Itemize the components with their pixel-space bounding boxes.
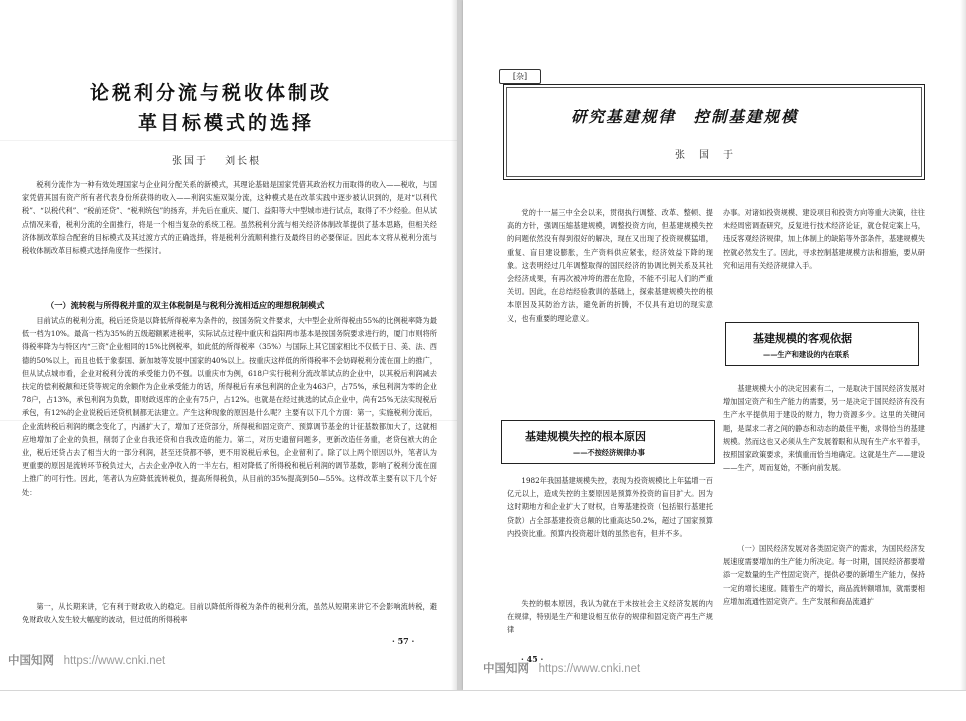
scan-streak (0, 140, 457, 141)
page-number: · 57 · (392, 636, 415, 646)
watermark-cnki-name: 中国知网 (8, 655, 54, 667)
col2-text-1: 办事。对诸如投资规模、建设项目和投资方向等重大决策，往往未经周密调查研究，反复进行技术经济论证，就仓促定案上马，违反客观经济规律，加上体制上的缺陷等外部条件，基建规模失控就必然发生了。因此，寻求控制基建规模方法和措施，要从研究和运用有关经济规律入手。 (723, 208, 925, 270)
article-title: 研究基建规律 控制基建规模 (571, 107, 799, 126)
col1-text-1: 党的十一届三中全会以来，贯彻执行调整、改革、整顿、提高的方针，强调压缩基建规模，调整投资方向，但基建规模失控的问题依然没有得到很好的解决，现在又出现了投资规模猛增，重复、盲目建设膨胀，生产资料供应紧张，经济效益下降的现象。这表明经过几年调整取得的国民经济的协调比例关系及其社会经济成果，有再次被冲垮的潜在危险，不能不引起人们的严重关切。因此，在总结经验教训的基础上，探索基建规模失控的根本原因及其防治方法，避免新的折腾，不仅具有迫切的现实意义，也有重要的理论意义。 (507, 208, 713, 323)
viewer-bottom-strip (0, 690, 966, 721)
body-paragraph-2 (22, 600, 437, 628)
article-author: 张 国 于 (675, 150, 735, 161)
body-text-1: 目前试点的税利分流，税后还贷是以降低所得税率为条件的，按国务院文件要求，大中型企业所得税由55%的比例税率降为最低一档为10%。最高一档为35%的五级超额累进税率，实际试点过程中重庆和益阳两市基本是按国务院要求进行的，厦门市则将所得税率降为与特区内“三资”企业相同的15%比例税率，如此低的所得税率（35%）与国际上其它国家相比不仅低于日、美、法、西德的50%以上，而且也低于象泰国、新加坡等发展中国家的40%以上。按重庆这样低的所得税率不会妨碍税利分流在面上的推广，但从试点城市看，企业对税利分流的承受能力仍不强。以重庆市为例，618户实行税利分流改革试点的企业中，以其税后利润减去扶定的偿利税额和还贷等规定的余额作为企业承受能力的话，所得税后有承包利润的企业为463户，占75%，承包利润为零的企业78户，占13%，承包利润为负数，即财政返库的企业有75户，占12%。也就是在经过挑选的试点企业中，尚有25%无法实现税后承包，有12%的企业说税后还贷机制都无法建立。产生这种现象的原因是什么呢？主要有以下几个方面：第一，实施税利分流后，企业流转税后利润的概念变化了，内涵扩大了，增加了还贷部分，所得税和固定资产、预算调节基金的计征基数都加大了，这就相应地增加了企业的负担，削弱了企业自我还贷和自我改造的能力。第二，对历史遗留问题多，更新改造任务重，老贷包袱大的企业，税后还贷占去了相当大的一部分利润，甚至还贷都不够，更不用说税后承包，企业留利了。除了以上两个原因以外，笔者认为更重要的原因是流转环节税负过大，占去企业净收入的一半左右，相对降低了所得税和税后利润的调节基数，影响了税利分流在面上推广的可行性。因此，笔者认为应降低流转税负，提高所得税负，从目前的35%提高到50—55%。这样改革主要有以下几个好处： (22, 316, 437, 497)
col1-text-2: 1982年我国基建规模失控，表现为投资规模比上年猛增一百亿元以上，造成失控的主要原因是预算外投资的盲目扩大。因为这时期地方和企业扩大了财权，自筹基建投资（包括银行基建托贷款）占全部基建投资总额的比重高达50.2%，超过了国家预算内投资比重。预算内投资超计划的虽然也有，但并不多。 (507, 476, 713, 538)
article-title-line1: 论税利分流与税收体制改 (90, 82, 333, 104)
left-page (0, 0, 457, 690)
col2-paragraph-2 (723, 382, 925, 540)
cnki-watermark (483, 660, 640, 676)
col1-paragraph-2 (507, 474, 713, 594)
section-heading-1: （一）流转税与所得税并重的双主体税制是与税利分流相适应的理想税制模式 (46, 300, 325, 310)
intro-paragraph (22, 178, 437, 298)
right-page (463, 0, 966, 690)
col2-paragraph-3 (723, 542, 925, 652)
col1-paragraph-1 (507, 206, 713, 414)
page-number: · 45 · (521, 654, 544, 664)
cnki-watermark (8, 652, 165, 668)
page-edge-shadow (960, 0, 966, 690)
body-text-2: 第一，从长期来讲，它有利于财政收入的稳定。目前以降低所得税为条件的税利分流，虽然从短期来讲它不会影响流转税，避免财政收入发生较大幅度的波动，但过低的所得税率 (22, 602, 437, 625)
article-title-line2: 革目标模式的选择 (138, 112, 315, 134)
section-box-1-title: 基建规模失控的根本原因 (525, 430, 646, 443)
intro-text: 税利分流作为一种有效处理国家与企业间分配关系的新模式，其理论基础是国家凭借其政治权力而取得的收入——税收，与国家凭借其国有资产所有者代表身份所获得的收入——利润实施双渠分流，这种模式是在改革实践中逐步被认识到的，是对“以利代税”、“以税代利”、“税前还贷”、“税利统包”的扬弃，并先后在重庆、厦门、益阳等大中型城市进行试点，取得了不少经验。但从试点情况来看，税利分流的全面推行，将是一个相当复杂的系统工程。虽然税利分流与相关经济体制改革提供了基本思路，但相关经济体制改革综合配套的目标模式及其过渡方式的正确选择，将是税利分流顺利推行及最终目的必要保证。因此本文将从税利分流与税收体制改革目标模式选择角度作一些探讨。 (22, 180, 437, 256)
col2-text-3: （一）国民经济发展对各类固定资产的需求，为国民经济发展速度需要增加的生产能力所决定。每一时期，国民经济都要增添一定数量的生产性固定资产，提供必要的新增生产能力，保持一定的增长速度。随着生产的增长，商品流转额增加，就需要相应增加流通性固定资产。生产发展和商品流通扩 (723, 544, 925, 606)
article-authors: 张国于 刘长根 (172, 156, 262, 167)
col1-paragraph-3 (507, 597, 713, 651)
section-box-2-subtitle: ——生产和建设的内在联系 (763, 350, 850, 359)
col1-text-3: 失控的根本原因，我认为就在于未按社会主义经济发展的内在规律，特别是生产和建设相互依存的规律和固定资产再生产规律 (507, 599, 713, 635)
watermark-url: https://www.cnki.net (63, 655, 166, 667)
section-box-1-subtitle: ——不按经济规律办事 (573, 448, 645, 457)
section-box-2-title: 基建规模的客观依据 (753, 332, 852, 345)
watermark-url: https://www.cnki.net (538, 663, 641, 675)
watermark-cnki-name: 中国知网 (483, 663, 529, 675)
col2-text-2: 基建规模大小的决定因素有二，一是取决于国民经济发展对增加国定资产和生产能力的需要，另一是决定于国民经济有没有生产水平提供用于建设的财力，物力资源多少。这里的关键问题，是谋求二者之间的静态和动态的最佳平衡，求得恰当的基建规模。然而这也又必须从生产发展着眼和从现有生产水平着手，按照国家政策要求，来慎重而恰当地确定。这就是生产——建设——生产，周而复始，不断向前发展。 (723, 384, 925, 473)
col2-paragraph-1 (723, 206, 925, 316)
title-frame (503, 84, 925, 180)
body-paragraph-1 (22, 314, 437, 599)
column-stamp: [杂] (499, 69, 541, 84)
